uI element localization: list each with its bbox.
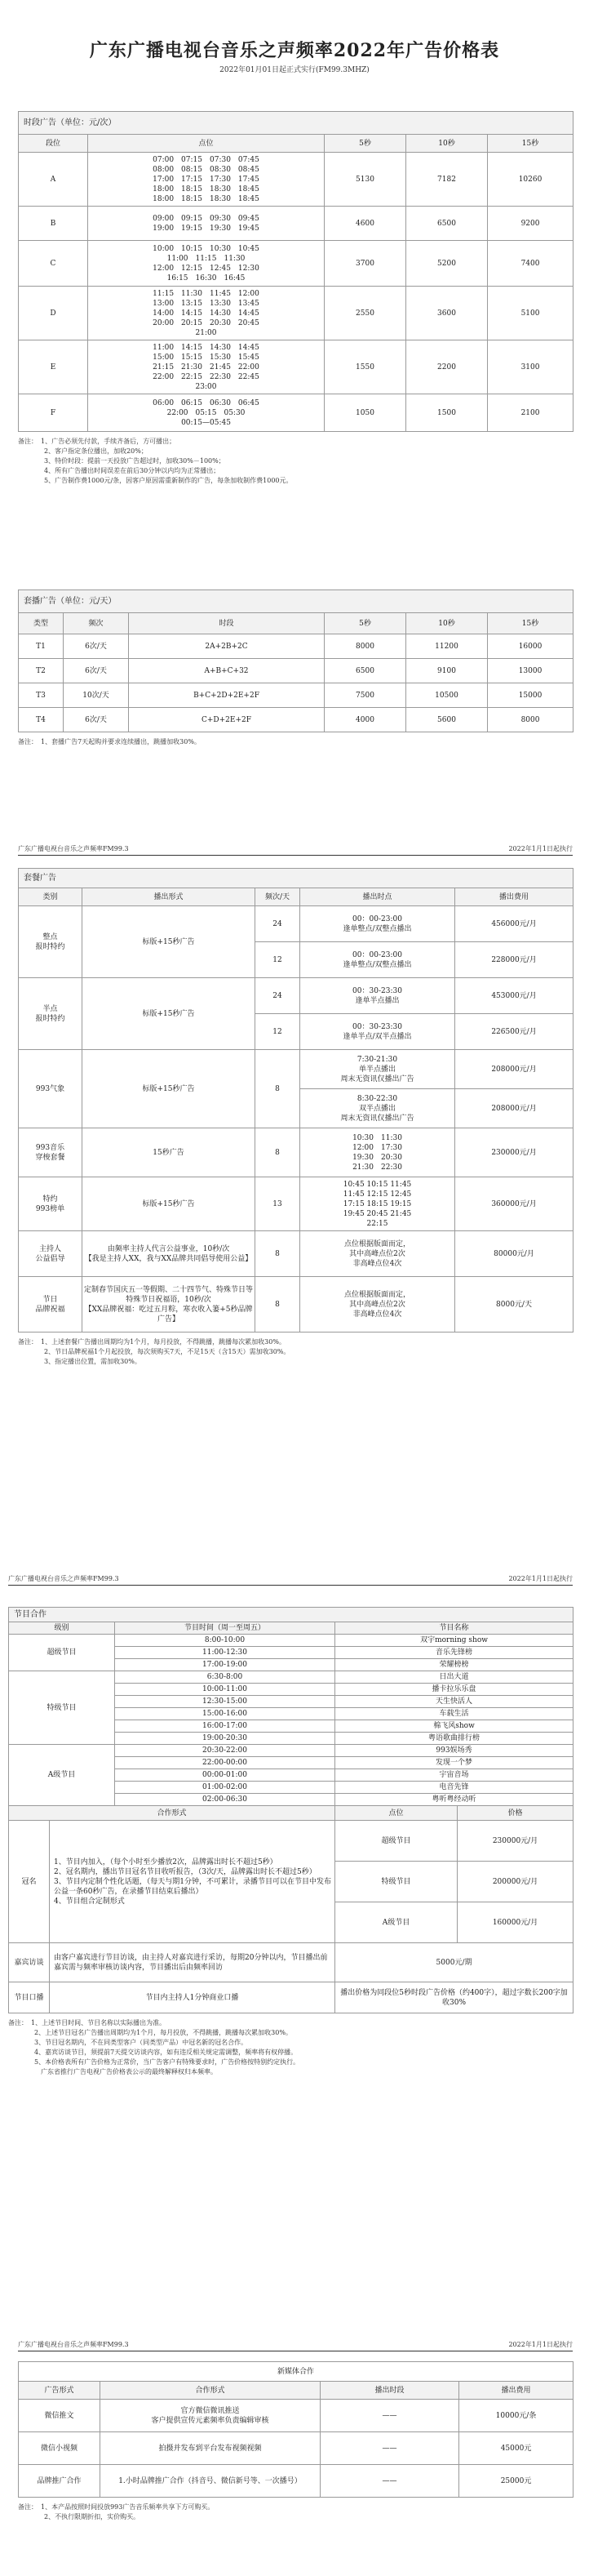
notes: 备注： 1、本产品按照时间投放993广告音乐频率共享下方可购买。 2、不执行限期折扣，实价购买。	[18, 2503, 215, 2520]
bundle-ads-section	[18, 868, 573, 1367]
slots-cell: C+D+2E+2F	[129, 708, 325, 732]
table-row	[19, 153, 574, 207]
segment-cell: E	[19, 340, 88, 394]
slot-times-cell: 11:00 14:15 14:30 14:45 15:00 15:15 15:30 15:45 21:15 21:30 21:45 22:00 22:00 22:15 22:30 22:45 23:00	[88, 340, 325, 394]
page-subtitle: 2022年01月01日起正式实行(FM99.3MHZ)	[219, 66, 370, 74]
category-cell: 节日 品牌祝福	[19, 1277, 82, 1332]
time-cell: 00：00-23:00 逢单整点/双整点播出	[300, 942, 455, 978]
guest-description: 由客户嘉宾进行节目访谈，由主持人对嘉宾进行采访，每期20分钟以内，节目播出前嘉宾需与频率审核访谈内容，节目播出后由频率回访	[50, 1943, 335, 1982]
price-5s-cell: 4600	[325, 207, 406, 241]
program-time-cell: 16:00-17:00	[115, 1720, 335, 1733]
column-header: 10秒	[406, 135, 488, 153]
price-cell: 453000元/月	[455, 978, 574, 1014]
time-cell: ——	[321, 2465, 459, 2498]
category-cell: 主持人 公益倡导	[19, 1231, 82, 1277]
price-cell: 80000元/月	[455, 1231, 574, 1277]
column-header: 点位	[88, 135, 325, 153]
column-header: 广告形式	[19, 2382, 100, 2400]
time-cell: 8:30-22:30 双半点播出 周末无资讯仅播出广告	[300, 1089, 455, 1128]
program-time-cell: 20:30-22:00	[115, 1745, 335, 1757]
new-media-table	[18, 2361, 574, 2498]
column-header: 点位	[335, 1806, 458, 1821]
column-header: 播出费用	[459, 2382, 574, 2400]
price-10s-cell: 7182	[406, 153, 488, 207]
price-cell: 456000元/月	[455, 906, 574, 942]
table-row	[19, 708, 574, 732]
column-header: 价格	[458, 1806, 574, 1821]
header-rule	[18, 855, 573, 856]
price-cell: 230000元/月	[458, 1821, 574, 1862]
price-15s-cell: 7400	[488, 241, 574, 287]
column-header: 节目时间（周一至周五）	[115, 1622, 335, 1635]
kind-cell: 微信推文	[19, 2400, 100, 2432]
program-name-cell: 荣耀榜榜	[335, 1659, 574, 1671]
frequency-cell: 10次/天	[64, 683, 129, 708]
program-cooperation-table	[8, 1805, 574, 2013]
time-ads-section	[18, 111, 573, 486]
table-caption: 新媒体合作	[19, 2362, 574, 2382]
segment-cell: A	[19, 153, 88, 207]
table-row	[19, 1231, 574, 1277]
price-10s-cell: 10500	[406, 683, 488, 708]
program-time-cell: 17:00-19:00	[115, 1659, 335, 1671]
naming-description: 1、节目内加入，（每个小时至少播放2次，品牌露出时长不超过5秒） 2、冠名期内，播出节目冠名节目收听报告，（3次/天，品牌露出时长不超过5秒） 3、节目内定制个性化话题，（每天与期1分钟，不可累计，录播节目可以在节目中发布公益一条60秒广告，在录播节目结束后播出） 4、节目组合定制形式	[50, 1821, 335, 1943]
column-header: 合作形式	[100, 2382, 321, 2400]
oral-description: 节目内主持人1分钟商业口播	[50, 1982, 335, 2013]
table-caption: 时段广告（单位：元/次）	[19, 112, 574, 135]
package-ads-section	[18, 589, 573, 747]
form-cell: 由频率主持人代言公益事业，10秒/次 【我是主持人XX，我与XX品牌共同倡导使用公益】	[82, 1231, 255, 1277]
column-header: 频次	[64, 613, 129, 634]
slot-times-cell: 10:00 10:15 10:30 10:45 11:00 11:15 11:30 12:00 12:15 12:45 12:30 16:15 16:30 16:45	[88, 241, 325, 287]
new-media-section	[18, 2361, 573, 2522]
price-15s-cell: 16000	[488, 634, 574, 659]
price-cell: 8000元/天	[455, 1277, 574, 1332]
level-cell: 超级节目	[9, 1635, 115, 1671]
time-cell: 点位根据版面而定， 其中高峰点位2次 非高峰点位4次	[300, 1277, 455, 1332]
frequency-cell: 12	[255, 1014, 300, 1050]
frequency-cell: 6次/天	[64, 634, 129, 659]
table-row	[19, 659, 574, 683]
price-cell: 播出价格为同段位5秒时段广告价格（约400字），超过字数长200字加收30%	[335, 1982, 574, 2013]
price-15s-cell: 10260	[488, 153, 574, 207]
form-cell: 拍摄并发布到平台发布视频视频	[100, 2432, 321, 2465]
table-row	[19, 241, 574, 287]
type-cell: T4	[19, 708, 64, 732]
time-cell: ——	[321, 2432, 459, 2465]
time-cell: 7:30-21:30 单半点播出 周末无资讯仅播出广告	[300, 1050, 455, 1089]
program-time-cell: 8:00-10:00	[115, 1635, 335, 1647]
column-header: 段位	[19, 135, 88, 153]
price-cell: 200000元/月	[458, 1862, 574, 1902]
column-header: 节目名称	[335, 1622, 574, 1635]
table-row	[19, 340, 574, 394]
price-cell: 10000元/条	[459, 2400, 574, 2432]
program-name-cell: 宇宙音场	[335, 1769, 574, 1782]
column-header: 15秒	[488, 613, 574, 634]
price-10s-cell: 9100	[406, 659, 488, 683]
time-cell: 点位根据版面而定， 其中高峰点位2次 非高峰点位4次	[300, 1231, 455, 1277]
page-title: 广东广播电视台音乐之声频率2022年广告价格表	[89, 40, 500, 61]
frequency-cell: 6次/天	[64, 708, 129, 732]
table-caption: 节目合作	[9, 1608, 574, 1622]
time-cell: 00：00-23:00 逢单整点/双整点播出	[300, 906, 455, 942]
category-cell: 半点 报时特约	[19, 978, 82, 1050]
frequency-cell: 24	[255, 978, 300, 1014]
slot-times-cell: 09:00 09:15 09:30 09:45 19:00 19:15 19:30 19:45	[88, 207, 325, 241]
column-header: 播出时点	[300, 888, 455, 906]
level-cell: A级节目	[335, 1902, 458, 1943]
program-time-cell: 12:30-15:00	[115, 1696, 335, 1708]
slots-cell: B+C+2D+2E+2F	[129, 683, 325, 708]
kind-cell: 微信小视频	[19, 2432, 100, 2465]
header-rule	[8, 1585, 573, 1586]
program-name-cell: 发现一个梦	[335, 1757, 574, 1769]
type-cell: T1	[19, 634, 64, 659]
slots-cell: 2A+2B+2C	[129, 634, 325, 659]
package-ads-table	[18, 589, 574, 732]
program-name-cell: 993娱场秀	[335, 1745, 574, 1757]
frequency-cell: 12	[255, 942, 300, 978]
column-header: 5秒	[325, 135, 406, 153]
time-cell: ——	[321, 2400, 459, 2432]
column-header: 时段	[129, 613, 325, 634]
time-cell: 00：30-23:30 逢单半点播出	[300, 978, 455, 1014]
form-cell: 1.小时品牌推广合作（抖音号、微信新号等、一次播号）	[100, 2465, 321, 2498]
notes: 备注： 1、上述节目时间、节目名称以实际播出为准。 2、上述节目冠名广告播出周期均为1个月，每月投放，不得跳播，跳播每次累加收30%。 3、节目冠名期内，不在同类型客户（同类型产品）中冠名新的冠名合作。 4、嘉宾访谈节目，须提前7天提交访谈内容，如有违反相关规定需调整，频率将有权停播。 5、本价格表所有广告价格为正常价，当广告客户有特殊要求时，广告价格按特别约定执行。 广东省推行广告电视广告价格表公示的最终解释权归本频率。	[8, 2019, 300, 2075]
price-5s-cell: 2550	[325, 287, 406, 340]
program-name-cell: 粤听粤经动听	[335, 1794, 574, 1806]
price-5s-cell: 7500	[325, 683, 406, 708]
form-cell: 标版+15秒广告	[82, 1177, 255, 1231]
segment-cell: F	[19, 394, 88, 432]
form-cell: 标版+15秒广告	[82, 978, 255, 1050]
slot-times-cell: 07:00 07:15 07:30 07:45 08:00 08:15 08:30 08:45 17:00 17:15 17:30 17:45 18:00 18:15 18:30 18:45 18:00 18:15 18:30 18:45	[88, 153, 325, 207]
frequency-cell: 24	[255, 906, 300, 942]
price-5s-cell: 6500	[325, 659, 406, 683]
price-15s-cell: 9200	[488, 207, 574, 241]
form-cell: 官方微信微讯推送 客户提供宣传元素频率负责编辑审核	[100, 2400, 321, 2432]
price-cell: 208000元/月	[455, 1050, 574, 1089]
category-cell: 特约 993榜单	[19, 1177, 82, 1231]
column-header: 合作形式	[9, 1806, 335, 1821]
column-header: 播出时段	[321, 2382, 459, 2400]
page-header-left: 广东广播电视台音乐之声频率FM99.3	[18, 2341, 129, 2348]
program-time-cell: 00:00-01:00	[115, 1769, 335, 1782]
naming-label: 冠名	[9, 1821, 50, 1943]
price-15s-cell: 13000	[488, 659, 574, 683]
price-10s-cell: 3600	[406, 287, 488, 340]
type-cell: T3	[19, 683, 64, 708]
price-15s-cell: 8000	[488, 708, 574, 732]
frequency-cell: 8	[255, 1231, 300, 1277]
program-name-cell: 粤语歌曲排行榜	[335, 1733, 574, 1745]
column-header: 15秒	[488, 135, 574, 153]
slot-times-cell: 11:15 11:30 11:45 12:00 13:00 13:15 13:30 13:45 14:00 14:15 14:30 14:45 20:00 20:15 20:30 20:45 21:00	[88, 287, 325, 340]
column-header: 5秒	[325, 613, 406, 634]
program-name-cell: 电音先锋	[335, 1782, 574, 1794]
price-cell: 228000元/月	[455, 942, 574, 978]
table-row	[19, 394, 574, 432]
page-header-right: 2022年1月1日起执行	[508, 2341, 573, 2348]
frequency-cell: 13	[255, 1177, 300, 1231]
price-cell: 360000元/月	[455, 1177, 574, 1231]
oral-label: 节目口播	[9, 1982, 50, 2013]
price-10s-cell: 5200	[406, 241, 488, 287]
program-name-cell: 播卡拉乐乐盘	[335, 1684, 574, 1696]
price-10s-cell: 5600	[406, 708, 488, 732]
price-10s-cell: 6500	[406, 207, 488, 241]
program-time-cell: 19:00-20:30	[115, 1733, 335, 1745]
table-row	[9, 1982, 574, 2013]
program-name-cell: 天生快活人	[335, 1696, 574, 1708]
guest-label: 嘉宾访谈	[9, 1943, 50, 1982]
kind-cell: 品牌推广合作	[19, 2465, 100, 2498]
price-cell: 45000元	[459, 2432, 574, 2465]
price-5s-cell: 4000	[325, 708, 406, 732]
table-row	[19, 634, 574, 659]
level-cell: 特级节目	[335, 1862, 458, 1902]
price-cell: 160000元/月	[458, 1902, 574, 1943]
table-row	[19, 2432, 574, 2465]
column-header: 播出形式	[82, 888, 255, 906]
table-row	[9, 1821, 574, 1862]
time-cell: 10:30 11:30 12:00 17:30 19:30 20:30 21:30 22:30	[300, 1128, 455, 1177]
column-header: 频次/天	[255, 888, 300, 906]
notes: 备注： 1、上述套餐广告播出周期均为1个月，每月投放，不得跳播，跳播每次累加收30%。 2、节日品牌祝福1个月起投放，每次须购买7天，不足15天（含15天）需加收30%。 3、指定播出位置，需加收30%。	[18, 1338, 290, 1365]
table-row	[19, 207, 574, 241]
table-caption: 套播广告（单位：元/天）	[19, 590, 574, 613]
price-15s-cell: 3100	[488, 340, 574, 394]
table-row	[19, 978, 574, 1014]
column-header: 级别	[9, 1622, 115, 1635]
price-5s-cell: 1050	[325, 394, 406, 432]
level-cell: 超级节目	[335, 1821, 458, 1862]
slot-times-cell: 06:00 06:15 06:30 06:45 22:00 05:15 05:30 00:15—05:45	[88, 394, 325, 432]
program-time-cell: 15:00-16:00	[115, 1708, 335, 1720]
frequency-cell: 8	[255, 1128, 300, 1177]
time-cell: 00：30-23:30 逢单半点/双半点播出	[300, 1014, 455, 1050]
form-cell: 定制春节国庆五一等假期、二十四节气、特殊节日等特殊节日祝福语，10秒/次 【XX品牌祝福：吃过五月粽，寒衣收入篓+5秒品牌广告】	[82, 1277, 255, 1332]
level-cell: 特级节目	[9, 1671, 115, 1745]
price-5s-cell: 8000	[325, 634, 406, 659]
table-row	[19, 1277, 574, 1332]
page-header-left: 广东广播电视台音乐之声频率FM99.3	[18, 845, 129, 852]
program-name-cell: 棉飞风show	[335, 1720, 574, 1733]
time-ads-table	[18, 111, 574, 432]
category-cell: 整点 报时特约	[19, 906, 82, 978]
table-row	[19, 1177, 574, 1231]
table-row	[9, 1943, 574, 1982]
segment-cell: D	[19, 287, 88, 340]
price-5s-cell: 5130	[325, 153, 406, 207]
page-header-left: 广东广播电视台音乐之声频率FM99.3	[8, 1575, 119, 1582]
level-cell: A级节目	[9, 1745, 115, 1806]
category-cell: 993音乐 穿梭套餐	[19, 1128, 82, 1177]
program-name-cell: 音乐先锋榜	[335, 1647, 574, 1659]
frequency-cell: 8	[255, 1050, 300, 1128]
price-cell: 25000元	[459, 2465, 574, 2498]
price-5s-cell: 1550	[325, 340, 406, 394]
price-15s-cell: 2100	[488, 394, 574, 432]
program-time-cell: 10:00-11:00	[115, 1684, 335, 1696]
table-row	[19, 1128, 574, 1177]
price-10s-cell: 2200	[406, 340, 488, 394]
bundle-ads-table	[18, 868, 574, 1332]
form-cell: 15秒广告	[82, 1128, 255, 1177]
table-row	[19, 1050, 574, 1089]
program-time-cell: 11:00-12:30	[115, 1647, 335, 1659]
table-row	[19, 2465, 574, 2498]
price-10s-cell: 11200	[406, 634, 488, 659]
price-15s-cell: 5100	[488, 287, 574, 340]
type-cell: T2	[19, 659, 64, 683]
price-cell: 208000元/月	[455, 1089, 574, 1128]
program-time-cell: 01:00-02:00	[115, 1782, 335, 1794]
column-header: 类型	[19, 613, 64, 634]
column-header: 播出费用	[455, 888, 574, 906]
slots-cell: A+B+C+32	[129, 659, 325, 683]
form-cell: 标版+15秒广告	[82, 1050, 255, 1128]
program-section	[8, 1607, 573, 2077]
table-row	[19, 906, 574, 942]
price-5s-cell: 3700	[325, 241, 406, 287]
table-caption: 套餐广告	[19, 869, 574, 888]
form-cell: 标版+15秒广告	[82, 906, 255, 978]
price-cell: 226500元/月	[455, 1014, 574, 1050]
frequency-cell: 8	[255, 1277, 300, 1332]
program-time-cell: 22:00-00:00	[115, 1757, 335, 1769]
notes: 备注： 1、广告必须先付款，手续齐备后，方可播出； 2、客户指定条位播出，加收20%； 3、特价时段：提前一天投放广告超过时，加收30%－100%； 4、所有广告播出时间误差在前后30分钟以内均为正常播出； 5、广告制作费1000元/条，因客户原因需重新制作的广告，每条加收制作费1000元。	[18, 438, 293, 484]
price-cell: 5000元/期	[335, 1943, 574, 1982]
column-header: 10秒	[406, 613, 488, 634]
page-header-right: 2022年1月1日起执行	[508, 1575, 573, 1582]
table-row	[9, 1671, 574, 1684]
page-header-right: 2022年1月1日起执行	[508, 845, 573, 852]
table-row	[19, 2400, 574, 2432]
price-10s-cell: 1500	[406, 394, 488, 432]
table-row	[19, 287, 574, 340]
program-name-cell: 日出大道	[335, 1671, 574, 1684]
table-row	[19, 683, 574, 708]
segment-cell: B	[19, 207, 88, 241]
table-row	[9, 1635, 574, 1647]
price-cell: 230000元/月	[455, 1128, 574, 1177]
program-time-cell: 02:00-06:30	[115, 1794, 335, 1806]
frequency-cell: 6次/天	[64, 659, 129, 683]
program-name-cell: 车载生活	[335, 1708, 574, 1720]
price-15s-cell: 15000	[488, 683, 574, 708]
category-cell: 993气象	[19, 1050, 82, 1128]
program-name-cell: 双宇morning show	[335, 1635, 574, 1647]
table-row	[9, 1745, 574, 1757]
time-cell: 10:45 10:15 11:45 11:45 12:15 12:45 17:15 18:15 19:15 19:45 20:45 21:45 22:15	[300, 1177, 455, 1231]
column-header: 类别	[19, 888, 82, 906]
program-time-cell: 6:30-8:00	[115, 1671, 335, 1684]
segment-cell: C	[19, 241, 88, 287]
program-table	[8, 1607, 574, 1806]
notes: 备注： 1、套播广告7天起购并要求连续播出，跳播加收30%。	[18, 738, 201, 745]
